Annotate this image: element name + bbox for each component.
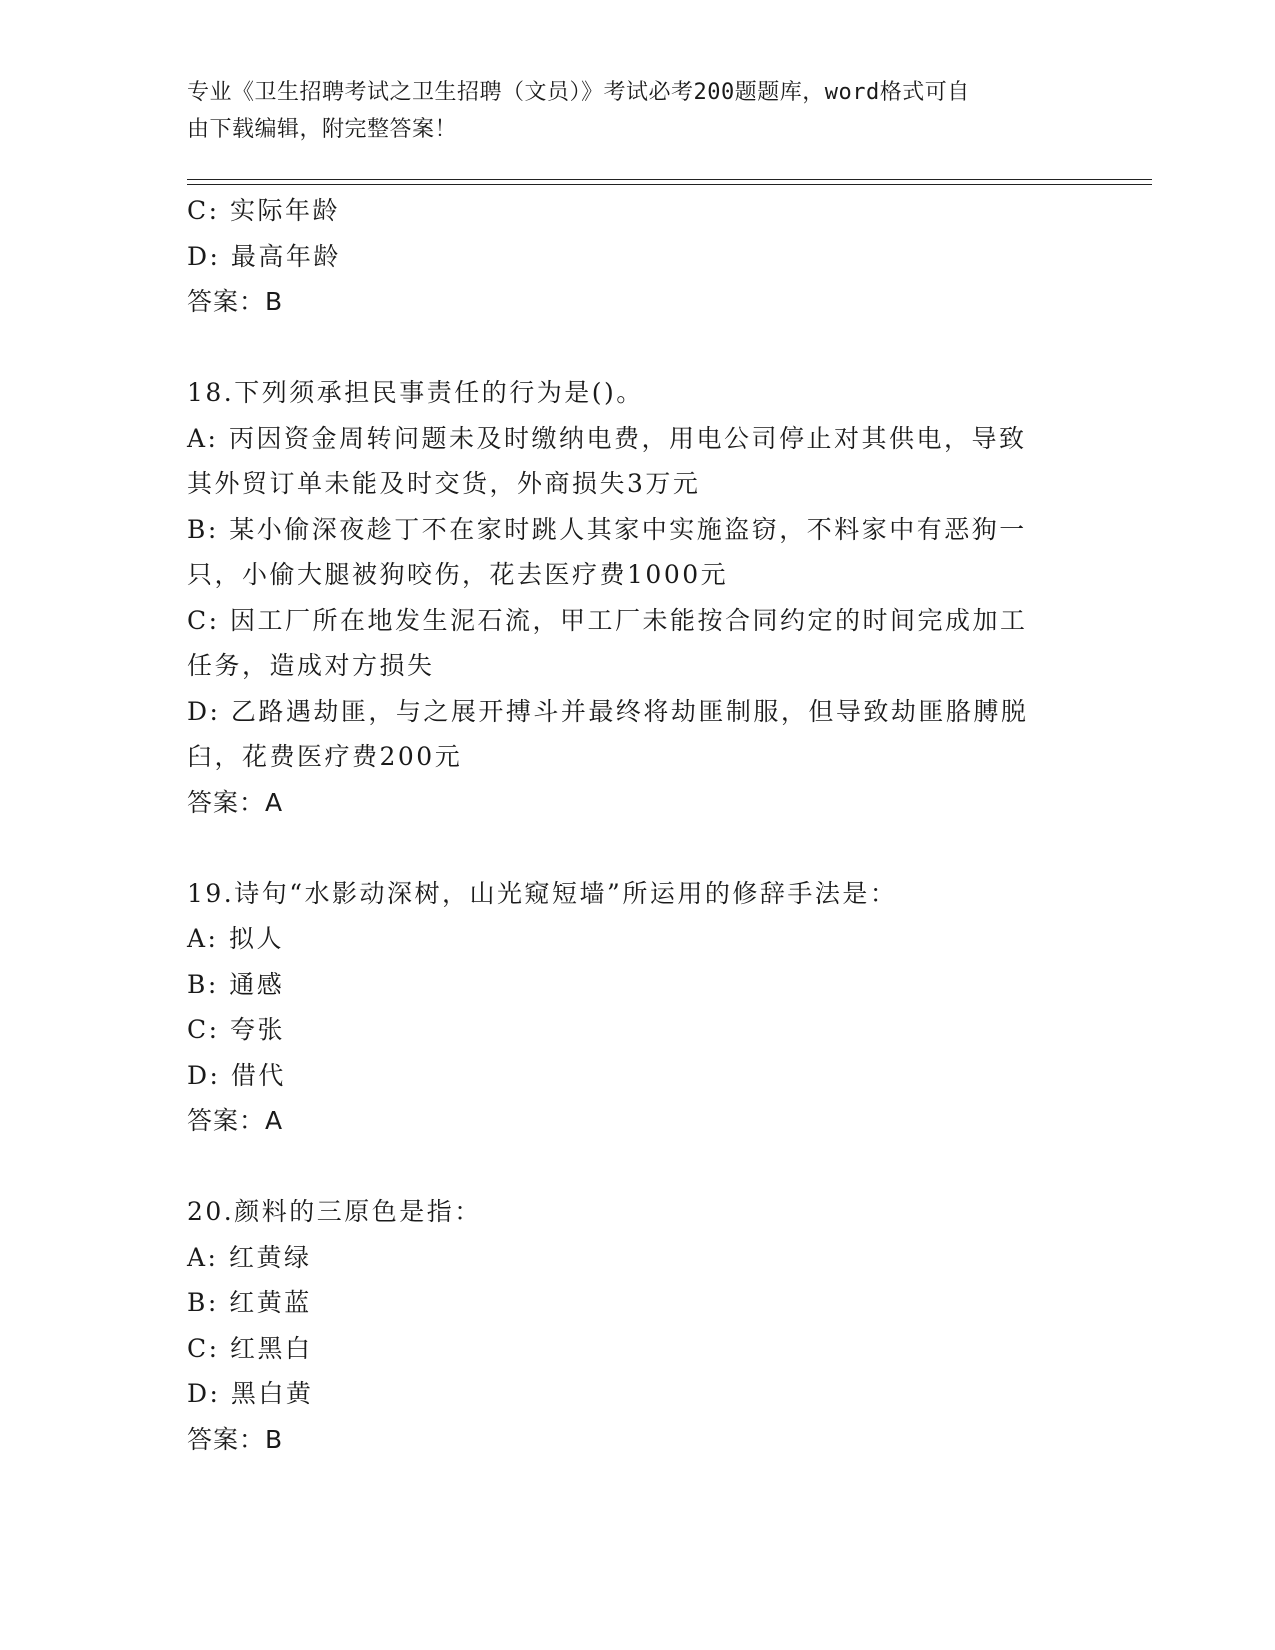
option-label: C:	[187, 605, 220, 635]
q18-option-a-line-1	[187, 416, 1077, 462]
option-text: 乙路遇劫匪，与之展开搏斗并最终将劫匪制服，但导致劫匪胳膊脱	[230, 696, 1029, 726]
option-label: A:	[187, 1242, 219, 1272]
q18-option-d-line-1	[187, 689, 1077, 735]
header-divider-thick	[187, 179, 1152, 180]
q19-option-d	[187, 1053, 1077, 1099]
option-label: C:	[187, 1333, 220, 1363]
option-label: D:	[187, 1379, 221, 1408]
q20-option-d	[187, 1371, 1077, 1417]
spacer	[187, 825, 1077, 871]
option-text: 借代	[230, 1060, 286, 1090]
question-19-stem: 19.诗句“水影动深树，山光窥短墙”所运用的修辞手法是：	[187, 878, 898, 908]
q20-option-a	[187, 1235, 1077, 1281]
carryover-option-c	[187, 188, 1077, 234]
q19-option-c	[187, 1007, 1077, 1053]
option-text: 黑白黄	[230, 1379, 314, 1408]
q18-answer: 答案：A	[187, 787, 284, 817]
option-text: 最高年龄	[230, 241, 341, 271]
option-text: 丙因资金周转问题未及时缴纳电费，用电公司停止对其供电，导致	[228, 423, 1027, 453]
q18-option-c-line-2: 任务，造成对方损失	[187, 651, 435, 680]
question-20-stem: 20.颜料的三原色是指：	[187, 1197, 482, 1226]
q18-option-a-line-2: 其外贸订单未能及时交货，外商损失3万元	[187, 469, 701, 498]
option-text: 红黄蓝	[229, 1288, 312, 1317]
carryover-option-d	[187, 234, 1077, 280]
q18-option-b-line-2: 只，小偷大腿被狗咬伤，花去医疗费1000元	[187, 560, 729, 589]
option-label: A:	[187, 924, 219, 953]
option-label: A:	[187, 423, 219, 453]
q19-option-b	[187, 962, 1077, 1008]
q19-answer: 答案：A	[187, 1106, 284, 1135]
option-label: C:	[187, 1015, 220, 1044]
option-label: D:	[187, 1060, 221, 1090]
document-header	[187, 74, 1067, 148]
header-line-2: 由下载编辑，附完整答案！	[187, 117, 458, 142]
option-text: 红黄绿	[228, 1242, 312, 1272]
option-text: 红黑白	[230, 1333, 313, 1363]
header-divider-thin	[187, 184, 1152, 185]
option-text: 通感	[229, 969, 285, 999]
option-label: D:	[187, 241, 221, 271]
question-18-stem: 18.下列须承担民事责任的行为是()。	[187, 378, 644, 407]
option-text: 实际年龄	[230, 196, 341, 225]
option-text: 某小偷深夜趁丁不在家时跳人其家中实施盗窃，不料家中有恶狗一	[229, 514, 1027, 544]
q20-option-b	[187, 1280, 1077, 1326]
option-label: B:	[187, 1288, 219, 1317]
q18-option-c-line-1	[187, 598, 1077, 644]
option-label: B:	[187, 514, 219, 544]
header-line-1: 专业《卫生招聘考试之卫生招聘（文员）》考试必考200题题库，word格式可自	[187, 80, 970, 105]
option-label: B:	[187, 969, 219, 999]
option-text: 因工厂所在地发生泥石流，甲工厂未能按合同约定的时间完成加工	[230, 605, 1028, 635]
q18-option-d-line-2: 臼，花费医疗费200元	[187, 742, 463, 771]
q19-option-a	[187, 916, 1077, 962]
option-text: 拟人	[228, 924, 284, 953]
q20-answer: 答案：B	[187, 1424, 284, 1454]
option-text: 夸张	[230, 1015, 286, 1044]
q20-option-c	[187, 1326, 1077, 1372]
spacer	[187, 325, 1077, 371]
option-label: C:	[187, 196, 220, 225]
option-label: D:	[187, 696, 221, 726]
question-content	[187, 188, 1077, 1462]
q18-option-b-line-1	[187, 507, 1077, 553]
carryover-answer: 答案：B	[187, 287, 284, 316]
spacer	[187, 1144, 1077, 1190]
